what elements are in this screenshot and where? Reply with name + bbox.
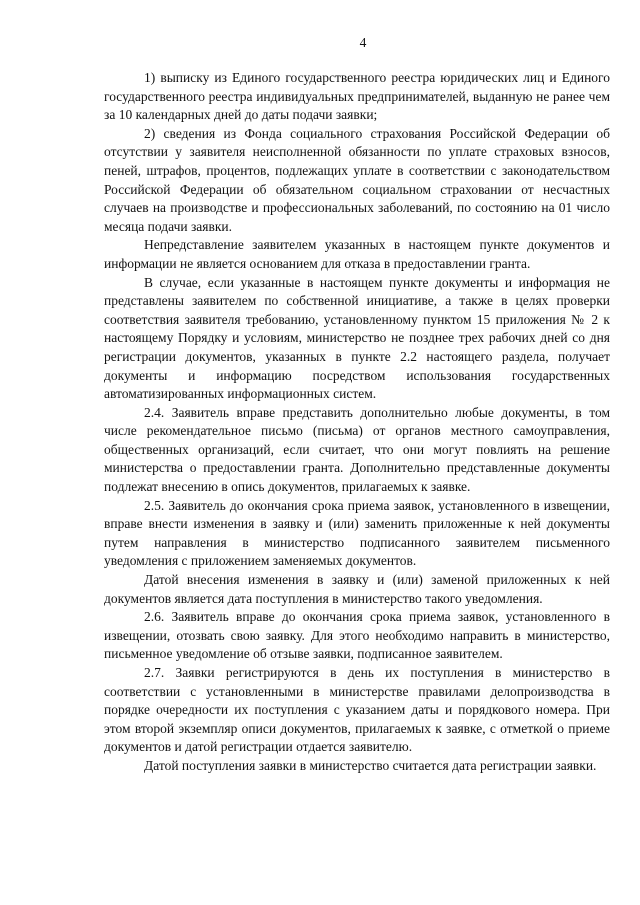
paragraph-6: 2.5. Заявитель до окончания срока приема заявок, установленного в извещении, вправе внести изменения в заявку и (или) заменить приложенные к ней документы путем направления в министерство подписанного заявителем письменного уведомления с приложением заменяемых документов. xyxy=(104,497,610,569)
paragraph-9: 2.7. Заявки регистрируются в день их поступления в министерство в соответствии с установленными в министерстве правилами делопроизводства в порядке очередности их поступления с указанием даты и порядкового номера. При этом второй экземпляр описи документов, прилагаемых к заявке, с отметкой о приеме документов и датой регистрации отдается заявителю. xyxy=(104,665,610,755)
paragraph-4: В случае, если указанные в настоящем пункте документы и информация не представлены заявителем по собственной инициативе, а также в целях проверки соответствия заявителя требованию, установленному пунктом 15 приложения № 2 к настоящему Порядку и условиям, министерство не позднее трех рабочих дней со дня регистрации документов, указанных в пункте 2.2 настоящего раздела, получает документы и информацию посредством использования государственных автоматизированных информационных систем. xyxy=(104,274,610,402)
paragraph-10: Датой поступления заявки в министерство считается дата регистрации заявки. xyxy=(144,757,597,773)
paragraph-2: 2) сведения из Фонда социального страхования Российской Федерации об отсутствии у заявителя неисполненной обязанности по уплате страховых взносов, пеней, штрафов, процентов, подлежащих уплате в соответствии с законодательством Российской Федерации об обязательном социальном страховании от несчастных случаев на производстве и профессиональных заболеваний, по состоянию на 01 число месяца подачи заявки. xyxy=(104,125,610,234)
paragraph-7: Датой внесения изменения в заявку и (или) заменой приложенных к ней документов является дата поступления в министерство такого уведомления. xyxy=(104,572,610,606)
paragraph-8: 2.6. Заявитель вправе до окончания срока приема заявок, установленного в извещении, отозвать свою заявку. Для этого необходимо направить в министерство, письменное уведомление об отзыве заявки, подписанное заявителем. xyxy=(104,609,610,662)
document-body xyxy=(104,69,610,776)
paragraph-3: Непредставление заявителем указанных в настоящем пункте документов и информации не является основанием для отказа в предоставлении гранта. xyxy=(104,237,610,271)
page-number: 4 xyxy=(359,35,367,50)
paragraph-1: 1) выписку из Единого государственного реестра юридических лиц и Единого государственного реестра индивидуальных предпринимателей, выданную не ранее чем за 10 календарных дней до даты подачи заявки; xyxy=(104,70,610,123)
paragraph-5: 2.4. Заявитель вправе представить дополнительно любые документы, в том числе рекомендательное письмо (письма) от органов местного самоуправления, общественных организаций, если считает, что они могут повлиять на решение министерства о предоставлении гранта. Дополнительно представленные документы подлежат внесению в опись документов, прилагаемых к заявке. xyxy=(104,404,610,495)
